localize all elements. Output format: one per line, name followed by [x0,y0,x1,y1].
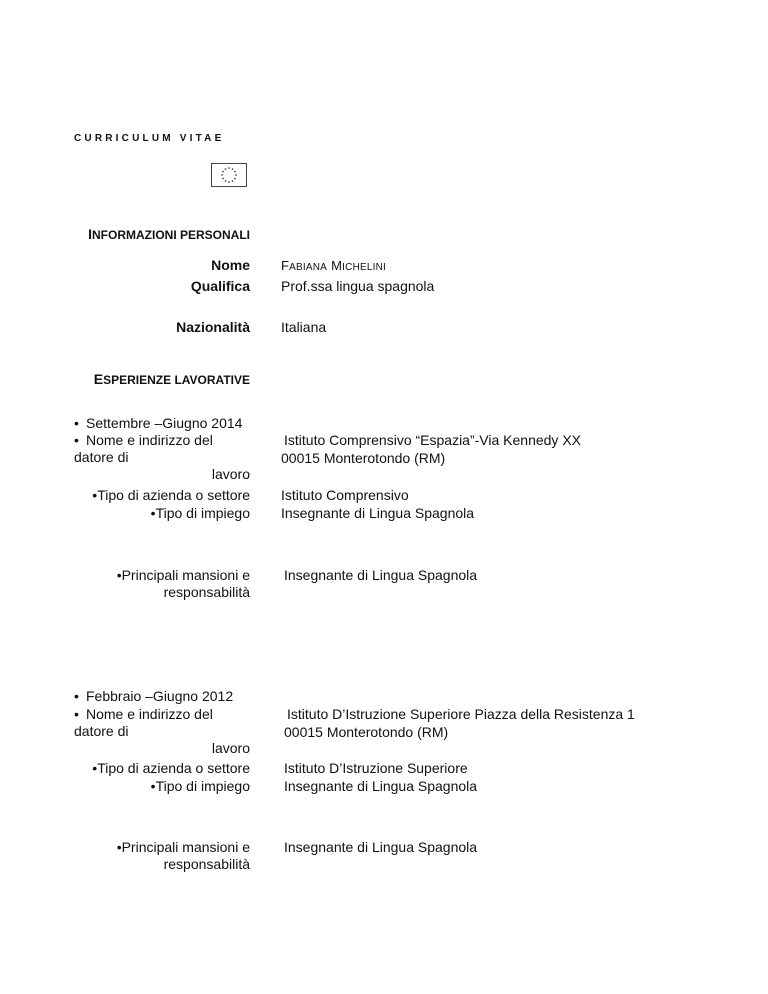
name-label: Nome [211,257,250,273]
section-title-rest: NFORMAZIONI PERSONALI [92,228,250,242]
eu-flag-stars [212,164,246,186]
job-dates: • Febbraio –Giugno 2012 [74,688,234,704]
qualifica-value: Prof.ssa lingua spagnola [281,278,435,294]
job-dates: • Settembre –Giugno 2014 [74,415,243,431]
duties-value: Insegnante di Lingua Spagnola [284,567,478,583]
qualifica-label: Qualifica [190,278,250,294]
employer-value-line2: 00015 Monterotondo (RM) [284,724,449,740]
name-value: FABIANA MICHELINI [281,258,387,273]
employment-type-label: •Tipo di impiego [150,778,250,794]
section-title-initial: E [93,371,104,387]
employer-value-line1: Istituto D’Istruzione Superiore Piazza della Resistenza 1 [287,706,635,722]
sector-label: •Tipo di azienda o settore [92,760,250,776]
employer-value-line1: Istituto Comprensivo “Espazia”-Via Kennedy XX [284,432,581,448]
duties-label: •Principali mansioni e responsabilità [116,839,250,872]
employment-type-label: •Tipo di impiego [150,505,250,521]
employer-label: • Nome e indirizzo del datore di lavoro [74,706,250,756]
duties-value: Insegnante di Lingua Spagnola [284,839,478,855]
employer-label: • Nome e indirizzo del datore di lavoro [74,432,250,482]
section-work-experience [94,371,250,387]
employer-value-line2: 00015 Monterotondo (RM) [281,450,446,466]
duties-label: •Principali mansioni e responsabilità [116,567,250,600]
sector-label: •Tipo di azienda o settore [92,487,250,503]
eu-flag-icon [211,163,247,187]
section-personal-info [88,226,250,242]
section-title-initial: I [88,226,92,242]
nazionalita-label: Nazionalità [176,319,250,335]
employment-type-value: Insegnante di Lingua Spagnola [284,778,478,794]
section-title-rest: SPERIENZE LAVORATIVE [103,373,250,387]
sector-value: Istituto D’Istruzione Superiore [284,760,468,776]
sector-value: Istituto Comprensivo [281,487,409,503]
employment-type-value: Insegnante di Lingua Spagnola [281,505,475,521]
nazionalita-value: Italiana [281,319,327,335]
document-title: CURRICULUM VITAE [74,133,225,144]
